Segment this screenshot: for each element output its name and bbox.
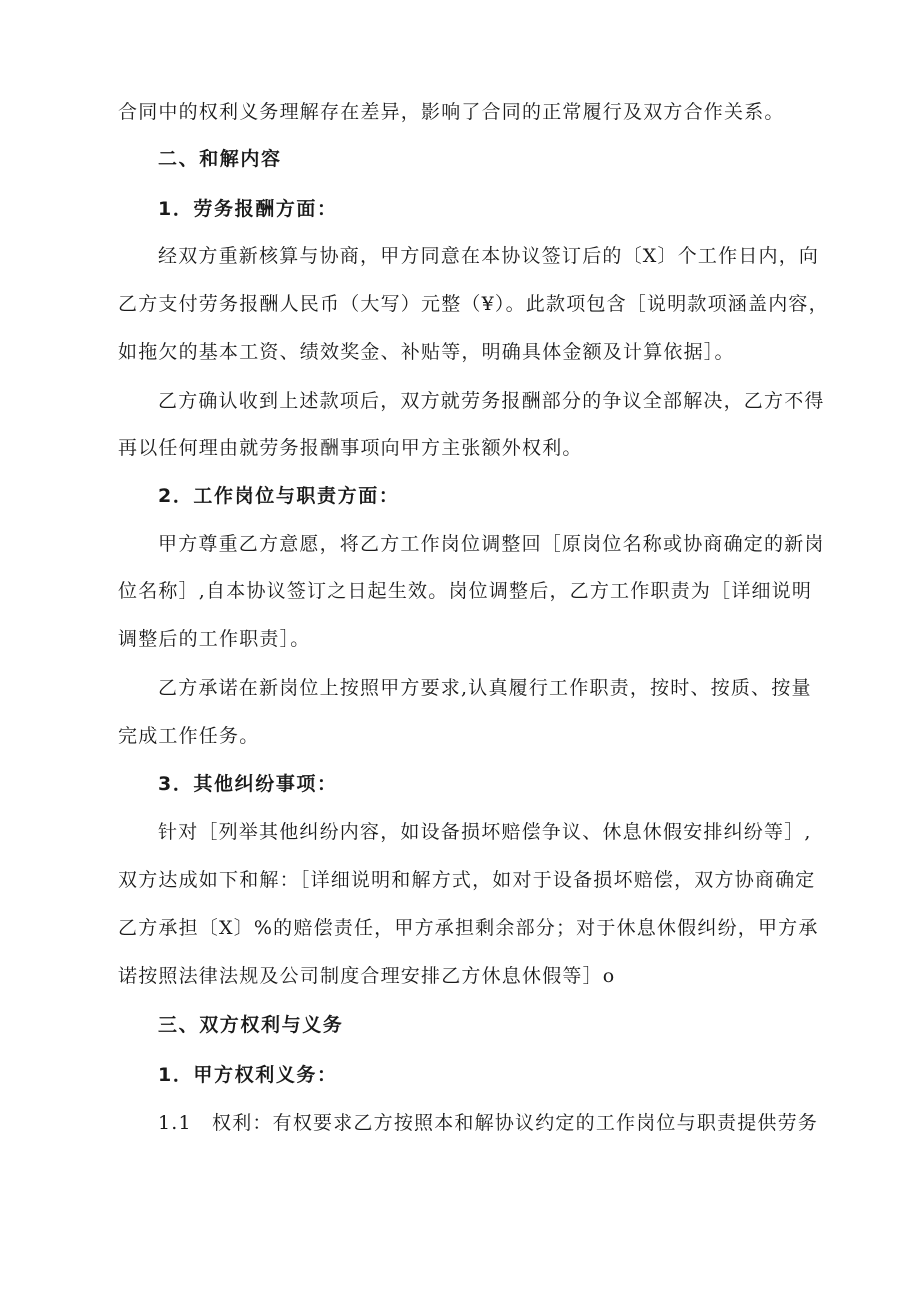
paragraph-line: 乙方承担〔X〕%的赔偿责任，甲方承担剩余部分；对于休息休假纠纷，甲方承 (118, 917, 819, 939)
paragraph-continuation: 合同中的权利义务理解存在差异，影响了合同的正常履行及双方合作关系。 (118, 101, 785, 123)
paragraph-line: 乙方承诺在新岗位上按照甲方要求,认真履行工作职责，按时、按质、按量 (158, 677, 812, 699)
paragraph-line: 甲方尊重乙方意愿，将乙方工作岗位调整回［原岗位名称或协商确定的新岗 (158, 533, 825, 555)
subheading-remuneration: 1．劳务报酬方面： (158, 198, 338, 220)
paragraph-line: 诺按照法律法规及公司制度合理安排乙方休息休假等］o (118, 965, 616, 987)
section-heading-settlement: 二、和解内容 (158, 148, 282, 170)
paragraph-line: 1.1 权利：有权要求乙方按照本和解协议约定的工作岗位与职责提供劳务 (158, 1112, 819, 1134)
paragraph-line: 调整后的工作职责］。 (118, 628, 311, 650)
paragraph-line: 再以任何理由就劳务报酬事项向甲方主张额外权利。 (118, 437, 583, 459)
paragraph-line: 如拖欠的基本工资、绩效奖金、补贴等，明确具体金额及计算依据］。 (118, 341, 735, 363)
paragraph-line: 位名称］,自本协议签订之日起生效。岗位调整后，乙方工作职责为［详细说明 (118, 580, 813, 602)
paragraph-line: 乙方确认收到上述款项后，双方就劳务报酬部分的争议全部解决，乙方不得 (158, 390, 825, 412)
section-heading-rights-obligations: 三、双方权利与义务 (158, 1014, 344, 1036)
paragraph-line: 双方达成如下和解：［详细说明和解方式，如对于设备损坏赔偿，双方协商确定 (118, 869, 816, 891)
paragraph-line: 完成工作任务。 (118, 725, 260, 747)
subheading-position: 2．工作岗位与职责方面： (158, 485, 400, 507)
subheading-other-disputes: 3．其他纠纷事项： (158, 773, 338, 795)
paragraph-line: 乙方支付劳务报酬人民币（大写）元整（¥）。此款项包含［说明款项涵盖内容， (118, 293, 829, 315)
subheading-party-a-rights: 1．甲方权利义务： (158, 1064, 338, 1086)
paragraph-line: 针对［列举其他纠纷内容，如设备损坏赔偿争议、休息休假安排纠纷等］, (158, 821, 812, 843)
paragraph-line: 经双方重新核算与协商，甲方同意在本协议签订后的〔X〕个工作日内，向 (158, 245, 820, 267)
